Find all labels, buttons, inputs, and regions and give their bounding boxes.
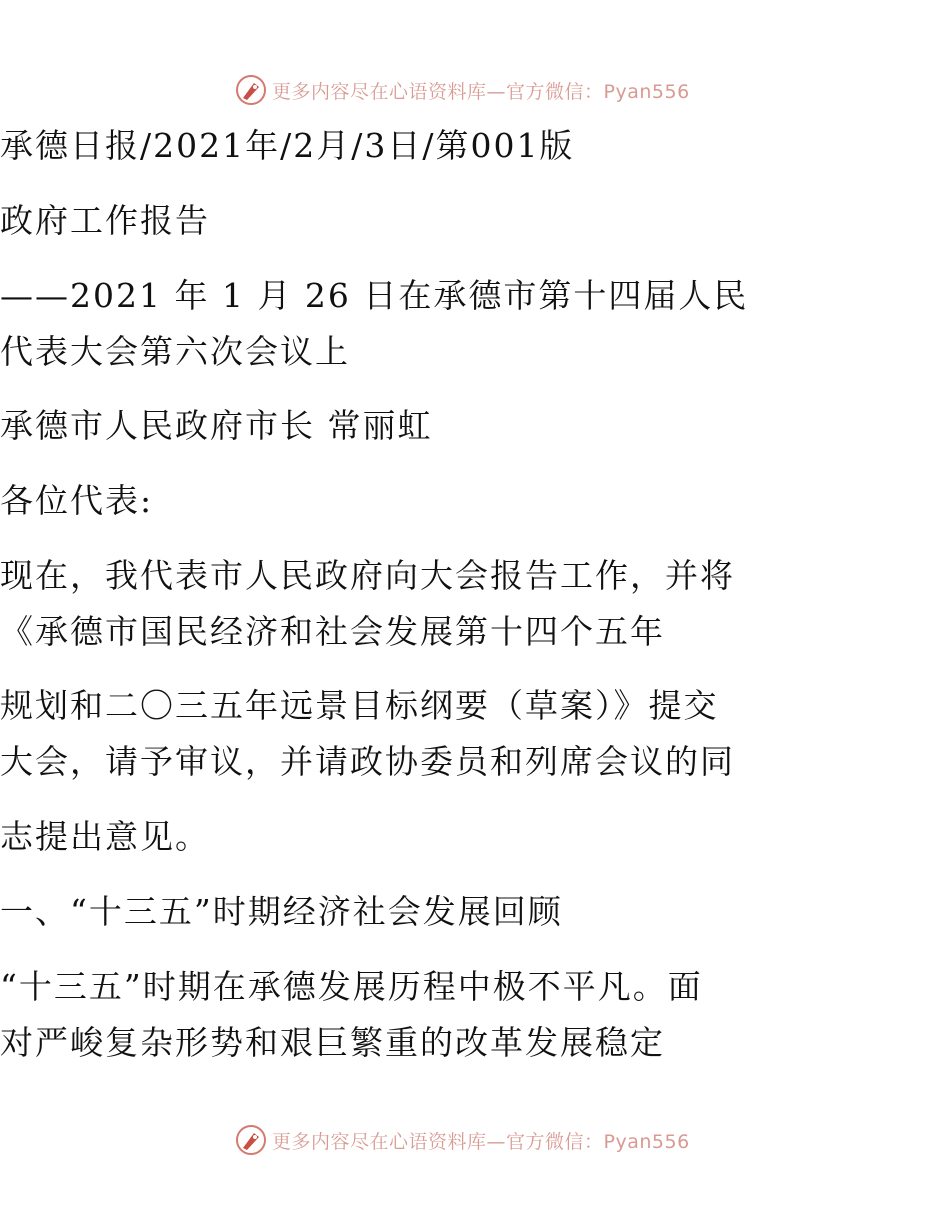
watermark-footer xyxy=(234,1122,690,1158)
pen-nib-logo-icon xyxy=(234,1123,268,1157)
doc-line: 各位代表: xyxy=(0,481,154,520)
doc-heading: 一、“十三五”时期经济社会发展回顾 xyxy=(0,892,563,931)
watermark-text: 更多内容尽在心语资料库—官方微信：Pyan556 xyxy=(272,80,690,103)
doc-line: 政府工作报告 xyxy=(0,201,210,240)
doc-line: 《承德市国民经济和社会发展第十四个五年 xyxy=(0,612,665,651)
doc-line: 代表大会第六次会议上 xyxy=(0,332,350,371)
doc-line: 现在，我代表市人民政府向大会报告工作，并将 xyxy=(0,556,735,595)
watermark-header xyxy=(234,72,690,108)
doc-line: 大会，请予审议，并请政协委员和列席会议的同 xyxy=(0,742,735,781)
watermark-text: 更多内容尽在心语资料库—官方微信：Pyan556 xyxy=(272,1130,690,1153)
doc-line: ——2021 年 1 月 26 日在承德市第十四届人民 xyxy=(0,276,749,315)
pen-nib-logo-icon xyxy=(234,73,268,107)
doc-line: 志提出意见。 xyxy=(0,817,210,856)
doc-line: 承德市人民政府市长 常丽虹 xyxy=(0,406,433,445)
doc-line: 规划和二〇三五年远景目标纲要（草案）》提交 xyxy=(0,686,719,725)
doc-line: 承德日报/2021年/2月/3日/第001版 xyxy=(0,126,575,165)
doc-line: 对严峻复杂形势和艰巨繁重的改革发展稳定 xyxy=(0,1023,665,1062)
doc-line: “十三五”时期在承德发展历程中极不平凡。面 xyxy=(0,967,703,1006)
